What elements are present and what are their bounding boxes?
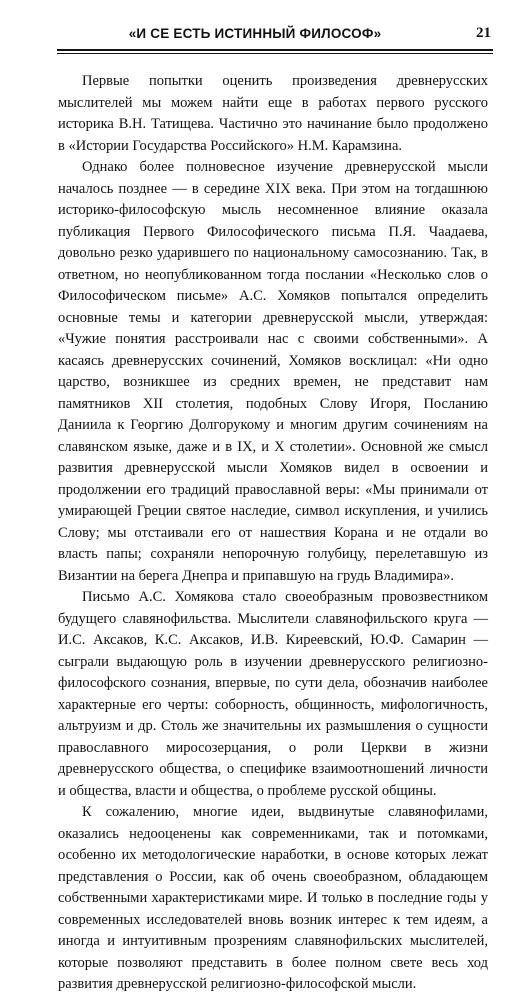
page-number: 21 <box>476 25 491 41</box>
paragraph: Письмо А.С. Хомякова стало своеобразным провозвестником будущего славянофильства. Мыслители славянофильского круга — И.С. Аксаков, К.С. Аксаков, И.В. Киреевский, Ю.Ф. Самарин — сыграли выдающую роль в изучении древнерусского религиозно-философского сознания, впервые, по сути дела, обозначив наиболее характерные его черты: соборность, общинность, мифологичность, альтруизм и др. Столь же значительны их размышления о сущности православного миросозерцания, о роли Церкви в жизни древнерусского общества, о специфике взаимоотношений личности и общества, власти и общества, о проблеме русской общины. <box>58 589 488 799</box>
paragraph: Однако более полновесное изучение древнерусской мысли началось позднее — в середине XIX века. При этом на тогдашнюю историко-философскую мысль несомненное влияние оказала публикация Первого Философического письма П.Я. Чаадаева, довольно резко ударившего по национальному самосознанию. Так, в ответном, но неопубликованном тогда послании «Несколько слов о Философическом письме» А.С. Хомяков попытался определить основные темы и категории древнерусской мысли, утверждая: «Чужие понятия расстроивали нас с своими собственными». А касаясь древнерусских сочинений, Хомяков восклицал: «Ни одно царство, возникшее из средних времен, не представит нам памятников XII столетия, подобных Слову Игоря, Посланию Даниила к Георгию Долгорукому и многим другим сочинениям на славянском языке, даже и в IX, и X столетии». Основной же смысл развития древнерусской мысли Хомяков видел в освоении и продолжении его традиций православной веры: «Мы принимали от умирающей Греции святое наследие, символ искупления, и учились Слову; мы отстаивали его от нашествия Корана и не отдали во власть папы; сохраняли непорочную голубицу, перелетавшую из Византии на берега Днепра и припавшую на грудь Владимира». <box>58 159 488 584</box>
running-title: «И СЕ ЕСТЬ ИСТИННЫЙ ФИЛОСОФ» <box>128 26 382 41</box>
header-rule-thick <box>57 49 493 51</box>
paragraph: К сожалению, многие идеи, выдвинутые славянофилами, оказались недооценены как современниками, так и потомками, особенно их методологические наработки, в основе которых лежат представления о России, как об очень своеобразном, обладающем собственными характеристиками мире. И только в последние годы у современных исследователей вновь возник интерес к тем идеям, а иногда и интуитивным прозрениям славянофильских мыслителей, которые позволяют представить в более полном свете весь ход развития древнерусской религиозно-философской мысли. <box>58 804 488 992</box>
body-text <box>58 71 488 996</box>
paragraph: Первые попытки оценить произведения древнерусских мыслителей мы можем найти еще в работах первого русского историка В.Н. Татищева. Частично это начинание было продолжено в «Истории Государства Российского» Н.М. Карамзина. <box>58 73 488 154</box>
page-header <box>57 18 493 58</box>
header-rule-thin <box>57 53 493 54</box>
